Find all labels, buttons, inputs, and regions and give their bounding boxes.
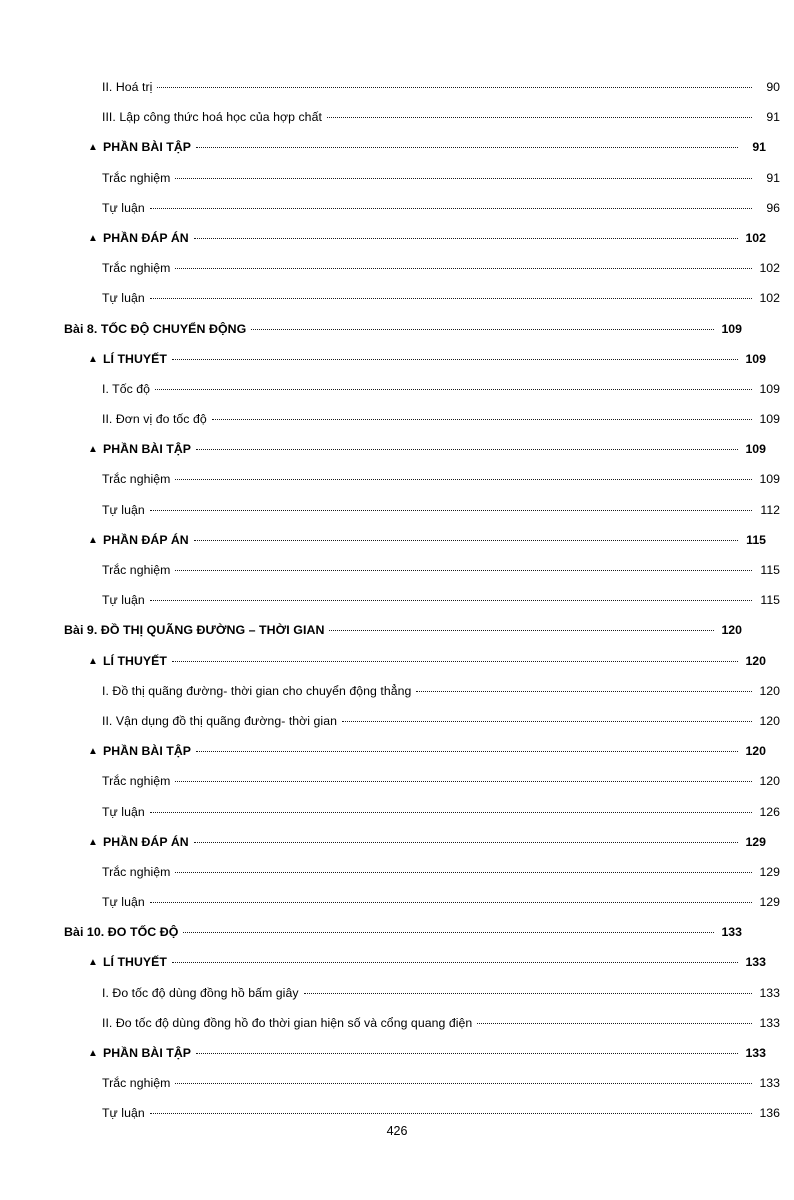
toc-leader-dots [416, 690, 752, 692]
toc-entry-page: 133 [759, 1076, 780, 1091]
toc-leader-dots [194, 539, 738, 541]
toc-entry-page: 133 [745, 955, 766, 970]
toc-entry-label: II. Hoá trị [102, 80, 153, 94]
toc-leader-dots [155, 388, 752, 390]
toc-entry-page: 102 [759, 291, 780, 306]
toc-leader-dots [150, 901, 752, 903]
triangle-bullet-icon: ▲ [88, 746, 98, 758]
toc-entry-label [88, 736, 196, 768]
toc-entry-label: Tự luận [102, 291, 145, 306]
toc-entry-page: 136 [759, 1106, 780, 1121]
toc-leader-dots [175, 1082, 752, 1084]
toc-entry-page: 129 [759, 864, 780, 879]
toc-leader-dots [342, 720, 752, 722]
toc-entry-label [88, 1038, 196, 1070]
toc-entry-page: 102 [759, 261, 780, 276]
toc-entry[interactable] [58, 102, 780, 132]
toc-entry-label: Trắc nghiệm [102, 261, 171, 276]
toc-leader-dots [196, 448, 738, 450]
toc-leader-dots [194, 237, 738, 239]
toc-leader-dots [157, 86, 752, 88]
toc-entry-page: 91 [766, 170, 780, 185]
toc-entry-page: 115 [760, 563, 780, 577]
triangle-bullet-icon: ▲ [88, 836, 98, 848]
toc-entry-label: Tự luận [102, 895, 145, 910]
toc-entry-page: 91 [766, 110, 780, 125]
toc-entry-page: 133 [745, 1046, 766, 1060]
toc-entry-text: PHẦN BÀI TẬP [102, 442, 192, 457]
toc-leader-dots [150, 1112, 752, 1114]
toc-entry-text: PHẦN BÀI TẬP [102, 1046, 192, 1060]
toc-entry[interactable] [58, 857, 780, 887]
toc-entry[interactable] [58, 1008, 780, 1038]
toc-entry-page: 109 [759, 381, 780, 396]
toc-entry-page: 120 [721, 623, 742, 638]
toc-entry-label: I. Đồ thị quãng đường- thời gian cho chuyển động thẳng [102, 683, 412, 698]
toc-entry-label: Tự luận [102, 200, 145, 215]
toc-entry-label: Tự luận [102, 1106, 145, 1121]
toc-entry-page: 115 [760, 593, 780, 608]
toc-leader-dots [172, 961, 738, 963]
toc-entry-label: Tự luận [102, 804, 145, 819]
toc-entry[interactable] [58, 163, 780, 193]
toc-leader-dots [477, 1022, 752, 1024]
toc-leader-dots [196, 1052, 738, 1054]
triangle-bullet-icon: ▲ [88, 444, 98, 456]
toc-entry[interactable] [58, 404, 780, 434]
toc-entry-text: LÍ THUYẾT [102, 955, 167, 970]
toc-entry[interactable] [58, 434, 766, 464]
toc-entry-page: 112 [760, 502, 780, 517]
toc-entry[interactable] [58, 676, 780, 706]
toc-entry-page: 109 [745, 442, 766, 457]
toc-entry-label: Bài 10. ĐO TỐC ĐỘ [64, 925, 179, 940]
toc-leader-dots [327, 116, 752, 118]
toc-entry[interactable] [58, 525, 766, 555]
page-number: 426 [386, 1124, 408, 1138]
toc-entry[interactable] [58, 314, 742, 344]
triangle-bullet-icon: ▲ [88, 655, 98, 667]
toc-leader-dots [172, 660, 738, 662]
toc-leader-dots [175, 177, 752, 179]
toc-leader-dots [175, 780, 752, 782]
toc-entry[interactable] [58, 1038, 766, 1068]
toc-leader-dots [212, 418, 752, 420]
toc-entry-label [88, 223, 194, 255]
toc-entry[interactable] [58, 585, 780, 615]
toc-entry[interactable] [58, 72, 780, 102]
toc-entry-label: II. Đơn vị đo tốc độ [102, 412, 207, 427]
toc-leader-dots [183, 931, 714, 933]
toc-entry-page: 133 [759, 1015, 780, 1030]
toc-entry-text: PHẦN BÀI TẬP [102, 140, 192, 155]
toc-leader-dots [329, 629, 714, 631]
toc-entry-label: I. Đo tốc độ dùng đồng hồ bấm giây [102, 985, 299, 1000]
toc-leader-dots [150, 207, 752, 209]
toc-entry-page: 90 [766, 80, 780, 94]
toc-entry-page: 109 [721, 321, 742, 336]
toc-entry-page: 120 [745, 653, 766, 668]
toc-entry-page: 120 [759, 774, 780, 789]
toc-entry-page: 133 [759, 985, 780, 1000]
toc-entry[interactable] [58, 193, 780, 223]
toc-leader-dots [194, 841, 738, 843]
toc-entry-page: 120 [759, 713, 780, 728]
toc-entry-page: 96 [766, 200, 780, 215]
toc-leader-dots [196, 750, 738, 752]
toc-entry[interactable] [58, 283, 780, 313]
toc-entry[interactable] [58, 766, 780, 796]
toc-entry-label: I. Tốc độ [102, 381, 151, 396]
toc-entry-page: 129 [745, 834, 766, 849]
toc-entry-label: Tự luận [102, 502, 145, 517]
toc-leader-dots [150, 599, 752, 601]
toc-entry[interactable] [58, 797, 780, 827]
toc-leader-dots [175, 478, 752, 480]
toc-entry-label: Trắc nghiệm [102, 1076, 171, 1091]
toc-entry-text: LÍ THUYẾT [102, 653, 167, 668]
toc-entry[interactable] [58, 344, 766, 374]
toc-entry-label [88, 344, 172, 376]
toc-leader-dots [175, 871, 752, 873]
toc-entry-text: LÍ THUYẾT [102, 351, 167, 366]
toc-entry[interactable] [58, 978, 780, 1008]
toc-entry-label: II. Đo tốc độ dùng đồng hồ đo thời gian hiện số và cổng quang điện [102, 1015, 473, 1030]
toc-entry[interactable] [58, 374, 780, 404]
toc-leader-dots [304, 992, 752, 994]
toc-entry-label: II. Vận dụng đồ thị quãng đường- thời gian [102, 713, 337, 728]
toc-entry[interactable] [58, 1068, 780, 1098]
toc-entry-page: 120 [745, 744, 766, 759]
toc-entry-page: 115 [746, 532, 766, 547]
toc-entry-label [88, 827, 194, 859]
toc-entry-label [88, 434, 196, 466]
toc-entry-page: 126 [759, 804, 780, 819]
triangle-bullet-icon: ▲ [88, 957, 98, 969]
toc-entry[interactable] [58, 615, 742, 645]
toc-entry-page: 133 [721, 925, 742, 940]
triangle-bullet-icon: ▲ [88, 353, 98, 365]
toc-leader-dots [150, 509, 752, 511]
toc-entry-label: Bài 8. TỐC ĐỘ CHUYỂN ĐỘNG [64, 321, 247, 336]
toc-entry[interactable] [58, 827, 766, 857]
toc-entry-label: Trắc nghiệm [102, 864, 171, 879]
toc-entry-page: 102 [745, 230, 766, 245]
toc-leader-dots [172, 358, 738, 360]
toc-entry[interactable] [58, 736, 766, 766]
toc-entry-label [88, 646, 172, 678]
toc-entry-label: Trắc nghiệm [102, 170, 171, 185]
triangle-bullet-icon: ▲ [88, 534, 98, 546]
toc-entry-text: PHẦN ĐÁP ÁN [102, 230, 189, 245]
triangle-bullet-icon: ▲ [88, 232, 98, 244]
toc-entry-label [88, 132, 196, 164]
toc-entry-text: PHẦN BÀI TẬP [102, 744, 192, 759]
toc-entry[interactable] [58, 223, 766, 253]
toc-entry[interactable] [58, 253, 780, 283]
toc-entry[interactable] [58, 495, 780, 525]
toc-entry-label: Tự luận [102, 593, 145, 608]
toc-entry[interactable] [58, 947, 766, 977]
toc-entry-page: 91 [752, 140, 766, 155]
toc-entry-page: 109 [745, 351, 766, 366]
toc-entry-label [88, 525, 194, 557]
toc-leader-dots [150, 811, 752, 813]
toc-entry[interactable] [58, 917, 742, 947]
toc-entry[interactable] [58, 132, 766, 162]
toc-leader-dots [196, 146, 738, 148]
toc-leader-dots [150, 297, 752, 299]
toc-entry[interactable] [58, 555, 780, 585]
triangle-bullet-icon: ▲ [88, 142, 98, 154]
toc-entry-label: Trắc nghiệm [102, 774, 171, 789]
toc-entry[interactable] [58, 887, 780, 917]
toc-entry-label: III. Lập công thức hoá học của hợp chất [102, 110, 322, 125]
table-of-contents [58, 72, 780, 1129]
toc-entry-page: 120 [759, 683, 780, 698]
toc-entry-label: Trắc nghiệm [102, 563, 171, 577]
triangle-bullet-icon: ▲ [88, 1048, 98, 1059]
toc-entry-page: 109 [759, 472, 780, 487]
toc-entry-label: Trắc nghiệm [102, 472, 171, 487]
toc-entry[interactable] [58, 646, 766, 676]
toc-entry-text: PHẦN ĐÁP ÁN [102, 532, 189, 547]
toc-leader-dots [175, 267, 752, 269]
toc-entry-page: 109 [759, 412, 780, 427]
toc-entry-text: PHẦN ĐÁP ÁN [102, 834, 189, 849]
toc-leader-dots [175, 569, 752, 571]
toc-entry-page: 129 [759, 895, 780, 910]
toc-entry[interactable] [58, 464, 780, 494]
toc-leader-dots [251, 328, 714, 330]
toc-entry-label: Bài 9. ĐỒ THỊ QUÃNG ĐƯỜNG – THỜI GIAN [64, 623, 325, 638]
toc-entry-label [88, 947, 172, 979]
toc-entry[interactable] [58, 706, 780, 736]
